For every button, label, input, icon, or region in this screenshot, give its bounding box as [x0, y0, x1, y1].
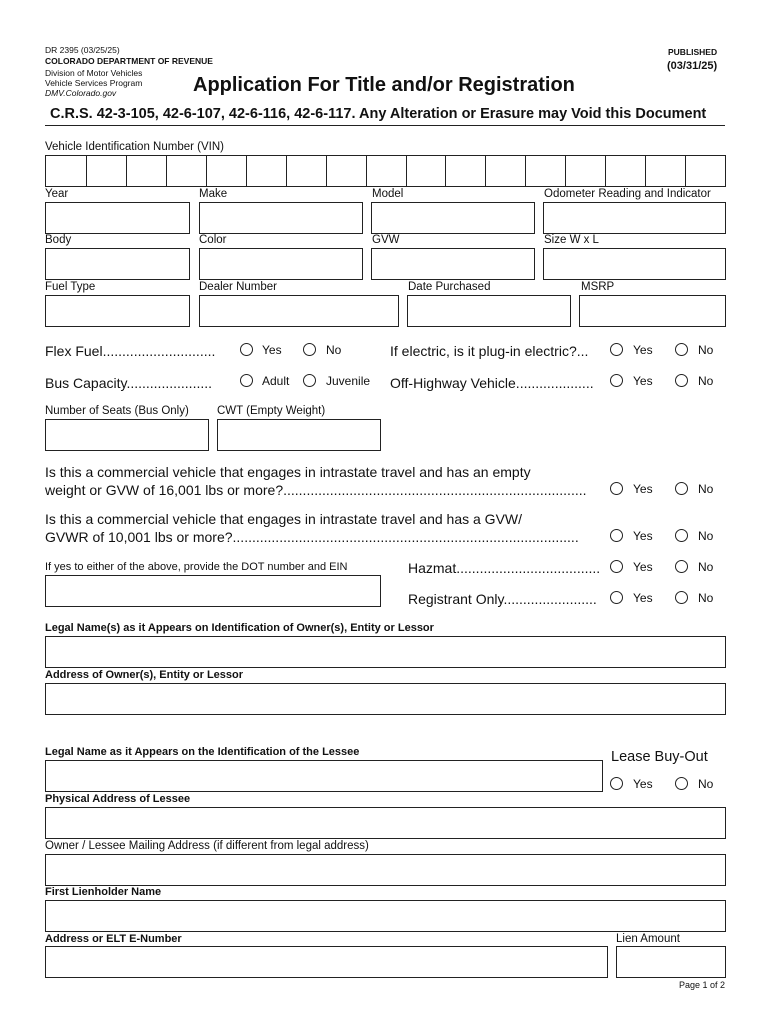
published-label: PUBLISHED	[668, 47, 718, 57]
msrp-label: MSRP	[581, 281, 615, 293]
make-label: Make	[199, 188, 228, 200]
size-label: Size W x L	[544, 234, 599, 246]
dealer-number-label: Dealer Number	[199, 281, 277, 293]
website: DMV.Colorado.gov	[45, 88, 117, 98]
first-lienholder-input[interactable]	[45, 900, 726, 932]
plug-in-no-radio[interactable]	[675, 343, 688, 356]
division-name: Division of Motor Vehicles	[45, 68, 143, 78]
odometer-label: Odometer Reading and Indicator	[544, 188, 711, 200]
model-label: Model	[372, 188, 404, 200]
bus-juvenile-label: Juvenile	[326, 374, 371, 388]
legal-name-owner-label: Legal Name(s) as it Appears on Identification of Owner(s), Entity or Lessor	[45, 622, 434, 634]
plug-in-no-label: No	[698, 343, 714, 357]
form-number: DR 2395 (03/25/25)	[45, 45, 120, 55]
bus-adult-label: Adult	[262, 374, 290, 388]
department-name: COLORADO DEPARTMENT OF REVENUE	[45, 56, 213, 66]
bus-adult-radio[interactable]	[240, 374, 253, 387]
hazmat-no-label: No	[698, 560, 714, 574]
dealer-number-input[interactable]	[199, 295, 399, 327]
commercial-10001-line1: Is this a commercial vehicle that engages in intrastate travel and has a GVW/	[45, 511, 523, 527]
flex-fuel-question: Flex Fuel.............................	[45, 343, 216, 359]
dot-ein-input[interactable]	[45, 575, 381, 607]
bus-juvenile-radio[interactable]	[303, 374, 316, 387]
registrant-only-yes-radio[interactable]	[610, 591, 623, 604]
date-purchased-input[interactable]	[407, 295, 571, 327]
registrant-only-question: Registrant Only........................	[408, 591, 597, 607]
first-lienholder-label: First Lienholder Name	[45, 886, 162, 898]
hazmat-yes-radio[interactable]	[610, 560, 623, 573]
seats-label: Number of Seats (Bus Only)	[45, 405, 189, 417]
color-label: Color	[199, 234, 227, 246]
mailing-address-input[interactable]	[45, 854, 726, 886]
flex-fuel-yes-radio[interactable]	[240, 343, 253, 356]
date-purchased-label: Date Purchased	[408, 281, 491, 293]
lease-buyout-no-radio[interactable]	[675, 777, 688, 790]
gvw-input[interactable]	[371, 248, 535, 280]
commercial-10001-no-label: No	[698, 529, 714, 543]
vin-input[interactable]	[45, 155, 726, 187]
commercial-16001-yes-label: Yes	[633, 482, 653, 496]
plug-in-question: If electric, is it plug-in electric?...	[390, 343, 589, 359]
commercial-16001-yes-radio[interactable]	[610, 482, 623, 495]
seats-input[interactable]	[45, 419, 209, 451]
registrant-only-no-label: No	[698, 591, 714, 605]
legal-name-lessee-label: Legal Name as it Appears on the Identification of the Lessee	[45, 746, 360, 758]
commercial-16001-no-label: No	[698, 482, 714, 496]
mailing-address-label: Owner / Lessee Mailing Address (if different from legal address)	[45, 840, 369, 852]
off-highway-yes-label: Yes	[633, 374, 653, 388]
commercial-16001-line2: weight or GVW of 16,001 lbs or more?..............................................................................	[45, 482, 587, 498]
address-owner-label: Address of Owner(s), Entity or Lessor	[45, 669, 244, 681]
gvw-label: GVW	[372, 234, 400, 246]
vin-label: Vehicle Identification Number (VIN)	[45, 141, 224, 153]
hazmat-yes-label: Yes	[633, 560, 653, 574]
commercial-10001-no-radio[interactable]	[675, 529, 688, 542]
program-name: Vehicle Services Program	[45, 78, 143, 88]
lease-buyout-yes-radio[interactable]	[610, 777, 623, 790]
lien-amount-input[interactable]	[616, 946, 726, 978]
make-input[interactable]	[199, 202, 363, 234]
commercial-16001-line1: Is this a commercial vehicle that engages in intrastate travel and has an empty	[45, 464, 531, 480]
header-divider	[45, 125, 725, 126]
off-highway-no-radio[interactable]	[675, 374, 688, 387]
commercial-16001-no-radio[interactable]	[675, 482, 688, 495]
legal-name-owner-input[interactable]	[45, 636, 726, 668]
hazmat-no-radio[interactable]	[675, 560, 688, 573]
address-elt-input[interactable]	[45, 946, 608, 978]
published-date: (03/31/25)	[667, 60, 718, 72]
flex-fuel-no-radio[interactable]	[303, 343, 316, 356]
statute-notice: C.R.S. 42-3-105, 42-6-107, 42-6-116, 42-6-117. Any Alteration or Erasure may Void this Document	[50, 106, 707, 122]
legal-name-lessee-input[interactable]	[45, 760, 603, 792]
lien-amount-label: Lien Amount	[616, 933, 680, 945]
year-input[interactable]	[45, 202, 190, 234]
odometer-input[interactable]	[543, 202, 726, 234]
plug-in-yes-radio[interactable]	[610, 343, 623, 356]
registrant-only-no-radio[interactable]	[675, 591, 688, 604]
plug-in-yes-label: Yes	[633, 343, 653, 357]
size-input[interactable]	[543, 248, 726, 280]
off-highway-question: Off-Highway Vehicle....................	[390, 375, 594, 391]
fuel-type-input[interactable]	[45, 295, 190, 327]
page-number: Page 1 of 2	[679, 980, 726, 990]
address-elt-label: Address or ELT E-Number	[45, 933, 182, 945]
registrant-only-yes-label: Yes	[633, 591, 653, 605]
cwt-label: CWT (Empty Weight)	[217, 405, 326, 417]
physical-address-lessee-label: Physical Address of Lessee	[45, 793, 191, 805]
cwt-input[interactable]	[217, 419, 381, 451]
flex-fuel-no-label: No	[326, 343, 342, 357]
off-highway-no-label: No	[698, 374, 714, 388]
physical-address-lessee-input[interactable]	[45, 807, 726, 839]
year-label: Year	[45, 188, 69, 200]
model-input[interactable]	[371, 202, 535, 234]
bus-capacity-question: Bus Capacity......................	[45, 375, 213, 391]
lease-buyout-no-label: No	[698, 777, 714, 791]
flex-fuel-yes-label: Yes	[262, 343, 282, 357]
commercial-10001-line2: GVWR of 10,001 lbs or more?.........................................................................................	[45, 529, 579, 545]
lease-buyout-label: Lease Buy-Out	[611, 749, 708, 765]
commercial-10001-yes-radio[interactable]	[610, 529, 623, 542]
form-title: Application For Title and/or Registration	[193, 74, 575, 96]
commercial-10001-yes-label: Yes	[633, 529, 653, 543]
color-input[interactable]	[199, 248, 363, 280]
body-label: Body	[45, 234, 72, 246]
msrp-input[interactable]	[579, 295, 726, 327]
lease-buyout-yes-label: Yes	[633, 777, 653, 791]
off-highway-yes-radio[interactable]	[610, 374, 623, 387]
fuel-type-label: Fuel Type	[45, 281, 96, 293]
body-input[interactable]	[45, 248, 190, 280]
hazmat-question: Hazmat.....................................	[408, 560, 601, 576]
address-owner-input[interactable]	[45, 683, 726, 715]
dot-ein-label: If yes to either of the above, provide the DOT number and EIN	[45, 561, 348, 573]
